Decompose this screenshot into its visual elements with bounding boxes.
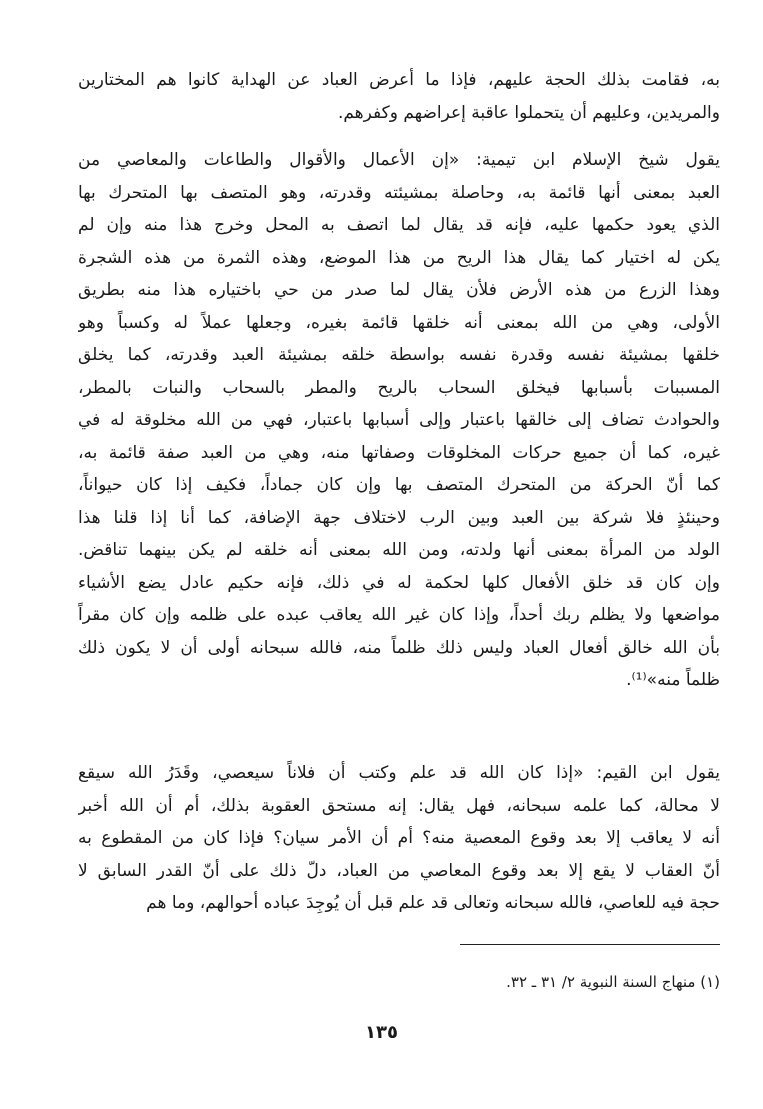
text-line: الأولى، وهي من الله بمعنى أنه خلقها قائمة بغيره، وجعلها عملاً له وكسباً وهو — [78, 312, 720, 333]
text-line: وهذا الزرع من هذه الأرض فلأن يقال لما صدر من حي باختياره هذا منه بطريق — [78, 280, 720, 300]
paragraph-ibn-qayyim-quote — [78, 757, 720, 920]
text-line: والمريدين، وعليهم أن يتحملوا عاقبة إعراضهم وكفرهم. — [337, 103, 720, 123]
text-line: أنّ العقاب لا يقع إلا بعد وقوع المعاصي من العباد، دلّ ذلك على أنّ القدر السابق لا — [78, 860, 720, 881]
text-line: أنه لا يعاقب إلا بعد وقوع المعصية منه؟ أم أن الأمر سيان؟ فإذا كان من المقطوع به — [78, 828, 720, 848]
footnote: (١) منهاج السنة النبوية ٢/ ٣١ ـ ٣٢. — [506, 973, 720, 991]
text-line: الولد من المرأة بمعنى أنها ولدته، ومن الله بمعنى أنه خلقه لم يكن بينهما تناقض. — [78, 540, 720, 560]
text-line: يكن له اختيار كما يقال هذا الريح من هذا الموضع، وهذه الثمرة من هذه الشجرة — [78, 247, 720, 268]
text-line: لا محالة، كما علمه سبحانه، فهل يقال: إنه مستحق العقوبة بذلك، أم أن الله أخبر — [78, 795, 720, 816]
text-line: العبد بمعنى أنها قائمة به، وحاصلة بمشيئته وقدرته، وهو المتصف بها المتحرك بها — [78, 182, 720, 203]
text-line: المسببات بأسبابها فيخلق السحاب بالريح والمطر بالسحاب والنبات بالمطر، — [78, 377, 720, 398]
text-line: يقول شيخ الإسلام ابن تيمية: «إن الأعمال والأقوال والطاعات والمعاصي من — [78, 150, 720, 170]
text-line: والحوادث تضاف إلى خالقها باعتبار وإلى أسبابها باعتبار، فهي من الله مخلوقة له في — [78, 410, 720, 430]
text-line: به، فقامت بذلك الحجة عليهم، فإذا ما أعرض العباد عن الهداية كانوا هم المختارين — [78, 70, 720, 90]
footnote-separator — [460, 944, 720, 945]
text-line: خلقها بمشيئة نفسه وقدرة نفسه بواسطة خلقه بمشيئة العبد وقدرته، كما يخلق — [78, 345, 720, 365]
text-line: بأن الله خالق أفعال العباد وليس ذلك ظلماً منه، فالله سبحانه أولى أن لا يكون ذلك — [78, 637, 720, 658]
text-line: ظلماً منه»⁽¹⁾. — [626, 670, 720, 690]
text-line: حجة فيه للعاصي، فالله سبحانه وتعالى قد علم قبل أن يُوجِدَ عباده أحوالهم، وما هم — [146, 893, 720, 913]
text-line: وإن كان قد خلق الأفعال كلها لحكمة له في ذلك، فإنه حكيم عادل يضع الأشياء — [78, 572, 720, 593]
text-line: مواضعها ولا يظلم ربك أحداً، وإذا كان غير الله يعاقب عبده على ظلمه وإن كان مقراً — [78, 605, 720, 625]
text-line: وحينئذٍ فلا شركة بين العبد وبين الرب لاختلاف جهة الإضافة، كما أنا إذا قلنا هذا — [78, 507, 720, 528]
paragraph-ibn-taymiyya-quote — [78, 144, 720, 697]
text-line: الذي يعود حكمها عليه، فإنه قد يقال لما اتصف به المحل وخرج هذا منه وإن لم — [78, 215, 720, 235]
paragraph-intro — [78, 64, 720, 130]
text-line: كما أنّ الحركة من المتحرك المتصف بها وإن كان جماداً، فكيف إذا كان حيواناً، — [78, 475, 720, 495]
text-line: يقول ابن القيم: «إذا كان الله قد علم وكتب أن فلاناً سيعصي، وقَدَرُ الله سيقع — [78, 763, 720, 783]
page-number: ١٣٥ — [365, 1022, 398, 1043]
text-line: غيره، كما أن جميع حركات المخلوقات وصفاتها منه، وهي من العبد صفة قائمة به، — [78, 442, 720, 463]
